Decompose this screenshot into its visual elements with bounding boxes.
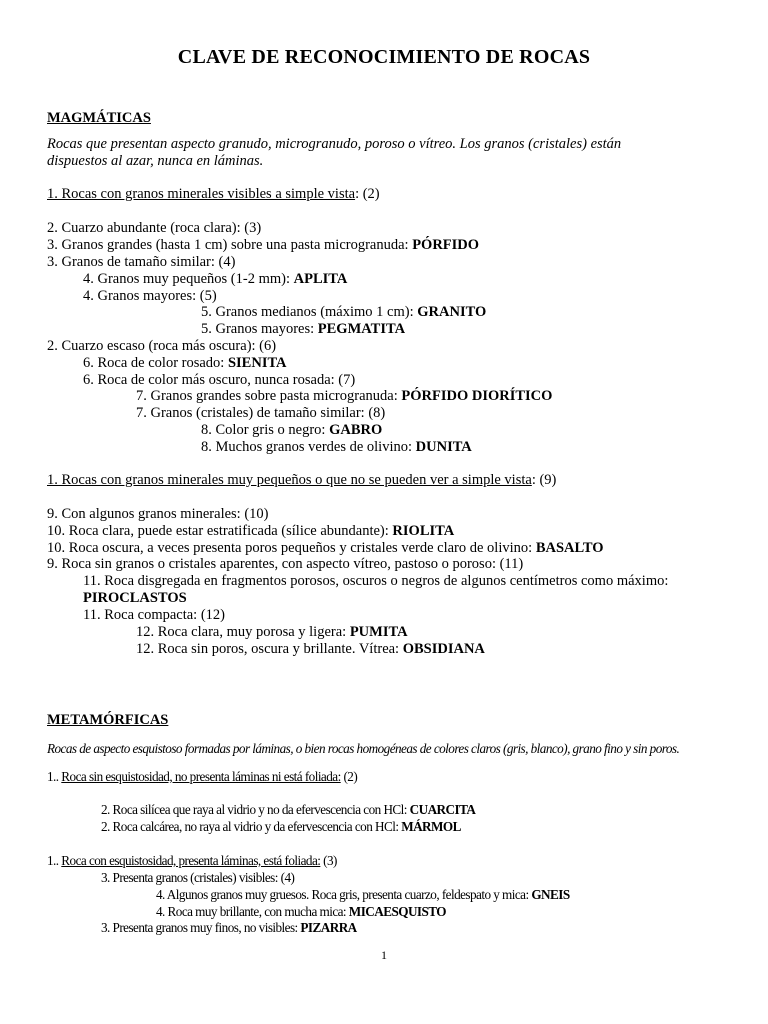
- key-line: [101, 869, 294, 886]
- key-item-1a: [47, 768, 357, 785]
- key-item-1a: [47, 186, 380, 203]
- key-line-text: 6. Roca de color más oscuro, nunca rosada: (7): [83, 372, 356, 388]
- key-line: [47, 220, 261, 237]
- key-line: [136, 624, 408, 641]
- key-line-text: 2. Cuarzo abundante (roca clara): (3): [47, 220, 262, 236]
- key-line-text: 2. Cuarzo escaso (roca más oscura): (6): [47, 338, 277, 354]
- rock-name: MICAESQUISTO: [348, 904, 447, 919]
- key-line: [83, 271, 347, 288]
- key-line-text: 8. Color gris o negro:: [201, 422, 330, 438]
- document-title: CLAVE DE RECONOCIMIENTO DE ROCAS: [177, 46, 591, 68]
- rock-name: PIZARRA: [300, 920, 357, 935]
- key-item-ref: (2): [340, 769, 358, 784]
- key-line-text: 11. Roca compacta: (12): [83, 607, 225, 623]
- key-line: [201, 439, 472, 456]
- rock-name: PIROCLASTOS: [83, 590, 187, 606]
- key-line-text: 5. Granos mayores:: [201, 321, 318, 337]
- key-line-text: 4. Algunos granos muy gruesos. Roca gris, presenta cuarzo, feldespato y mica:: [156, 887, 532, 902]
- key-line: [47, 237, 479, 254]
- key-line: [83, 607, 225, 624]
- key-line-text: 8. Muchos granos verdes de olivino:: [201, 439, 416, 455]
- key-line: [47, 254, 235, 271]
- rock-name: PÓRFIDO: [412, 237, 480, 253]
- rock-name: SIENITA: [227, 355, 287, 371]
- rock-name: PEGMATITA: [317, 321, 406, 337]
- key-line: [83, 372, 355, 389]
- key-line: [47, 506, 269, 523]
- key-line: [47, 556, 523, 573]
- key-line: [156, 886, 570, 903]
- key-line-text: 12. Roca sin poros, oscura y brillante. Vítrea:: [136, 641, 403, 657]
- key-line: [136, 641, 485, 658]
- key-line: [201, 321, 405, 338]
- key-line-text: 3. Granos grandes (hasta 1 cm) sobre una pasta microgranuda:: [47, 237, 413, 253]
- key-line: [47, 523, 454, 540]
- section-heading-magmaticas: MAGMÁTICAS: [47, 110, 151, 126]
- key-line-text: 10. Roca oscura, a veces presenta poros pequeños y cristales verde claro de olivino:: [47, 540, 536, 556]
- key-line: [83, 288, 217, 305]
- metamorficas-intro: Rocas de aspecto esquistoso formadas por láminas, o bien rocas homogéneas de colores claros (gris, blanco), grano fino y sin poros.: [47, 741, 680, 756]
- key-item-text: Roca sin esquistosidad, no presenta láminas ni está foliada:: [61, 769, 341, 784]
- key-item-text: 1. Rocas con granos minerales visibles a simple vista: [47, 186, 356, 202]
- rock-name: MÁRMOL: [401, 819, 461, 834]
- key-line-text: 5. Granos medianos (máximo 1 cm):: [201, 304, 418, 320]
- rock-name: GABRO: [329, 422, 383, 438]
- key-item-ref: : (9): [531, 472, 557, 488]
- key-line: [201, 304, 486, 321]
- key-line: [156, 903, 446, 920]
- key-line-text: 3. Presenta granos (cristales) visibles: (4): [101, 870, 295, 885]
- rock-name: PUMITA: [349, 624, 408, 640]
- key-item-ref: (3): [320, 853, 337, 868]
- key-line-text: 2. Roca calcárea, no raya al vidrio y da efervescencia con HCl:: [101, 819, 402, 834]
- rock-name: APLITA: [293, 271, 348, 287]
- page-number: 1: [381, 948, 387, 962]
- key-line-text: 4. Roca muy brillante, con mucha mica:: [156, 904, 349, 919]
- magmaticas-intro-line-1: Rocas que presentan aspecto granudo, microgranudo, poroso o vítreo. Los granos (cristales) están: [47, 136, 622, 152]
- key-line-text: 10. Roca clara, puede estar estratificada (sílice abundante):: [47, 523, 393, 539]
- key-line-text: 9. Roca sin granos o cristales aparentes, con aspecto vítreo, pastoso o poroso: (11): [47, 556, 524, 572]
- key-item-1b: [47, 472, 556, 489]
- key-line: [83, 573, 668, 590]
- section-heading-metamorficas: METAMÓRFICAS: [47, 712, 169, 728]
- rock-name: GNEIS: [531, 887, 570, 902]
- key-item-prefix: 1..: [47, 853, 62, 868]
- rock-name: OBSIDIANA: [402, 641, 485, 657]
- key-line-text: 7. Granos grandes sobre pasta microgranuda:: [136, 388, 402, 404]
- rock-name: PÓRFIDO DIORÍTICO: [401, 388, 553, 404]
- rock-name: BASALTO: [535, 540, 604, 556]
- key-line: [47, 540, 604, 557]
- key-item-1b: [47, 852, 337, 869]
- key-line: [136, 405, 385, 422]
- key-line-text: 2. Roca silícea que raya al vidrio y no da efervescencia con HCl:: [101, 802, 410, 817]
- key-item-text: 1. Rocas con granos minerales muy pequeños o que no se pueden ver a simple vista: [47, 472, 532, 488]
- key-item-ref: : (2): [355, 186, 380, 202]
- key-line-text: 12. Roca clara, muy porosa y ligera:: [136, 624, 350, 640]
- rock-name: DUNITA: [415, 439, 472, 455]
- magmaticas-intro-line-2: dispuestos al azar, nunca en láminas.: [47, 153, 264, 169]
- key-line-text: 7. Granos (cristales) de tamaño similar: (8): [136, 405, 386, 421]
- rock-name: RIOLITA: [392, 523, 455, 539]
- key-line: [101, 919, 357, 936]
- key-line: [47, 338, 276, 355]
- key-line-text: 6. Roca de color rosado:: [83, 355, 228, 371]
- key-line: [201, 422, 382, 439]
- key-line: [83, 355, 287, 372]
- key-line-text: 3. Presenta granos muy finos, no visibles:: [101, 920, 301, 935]
- key-line: [101, 818, 461, 835]
- key-line-text: 9. Con algunos granos minerales: (10): [47, 506, 269, 522]
- key-line-text: 4. Granos muy pequeños (1-2 mm):: [83, 271, 294, 287]
- key-line-text: 4. Granos mayores: (5): [83, 288, 217, 304]
- key-item-prefix: 1..: [47, 769, 62, 784]
- rock-name: CUARCITA: [409, 802, 476, 817]
- key-line-text: 11. Roca disgregada en fragmentos porosos, oscuros o negros de algunos centímetros como máximo:: [83, 573, 669, 589]
- key-line-text: 3. Granos de tamaño similar: (4): [47, 254, 236, 270]
- rock-name: GRANITO: [417, 304, 487, 320]
- key-item-text: Roca con esquistosidad, presenta láminas, está foliada:: [61, 853, 321, 868]
- key-line: [83, 590, 187, 607]
- key-line: [101, 801, 475, 818]
- key-line: [136, 388, 552, 405]
